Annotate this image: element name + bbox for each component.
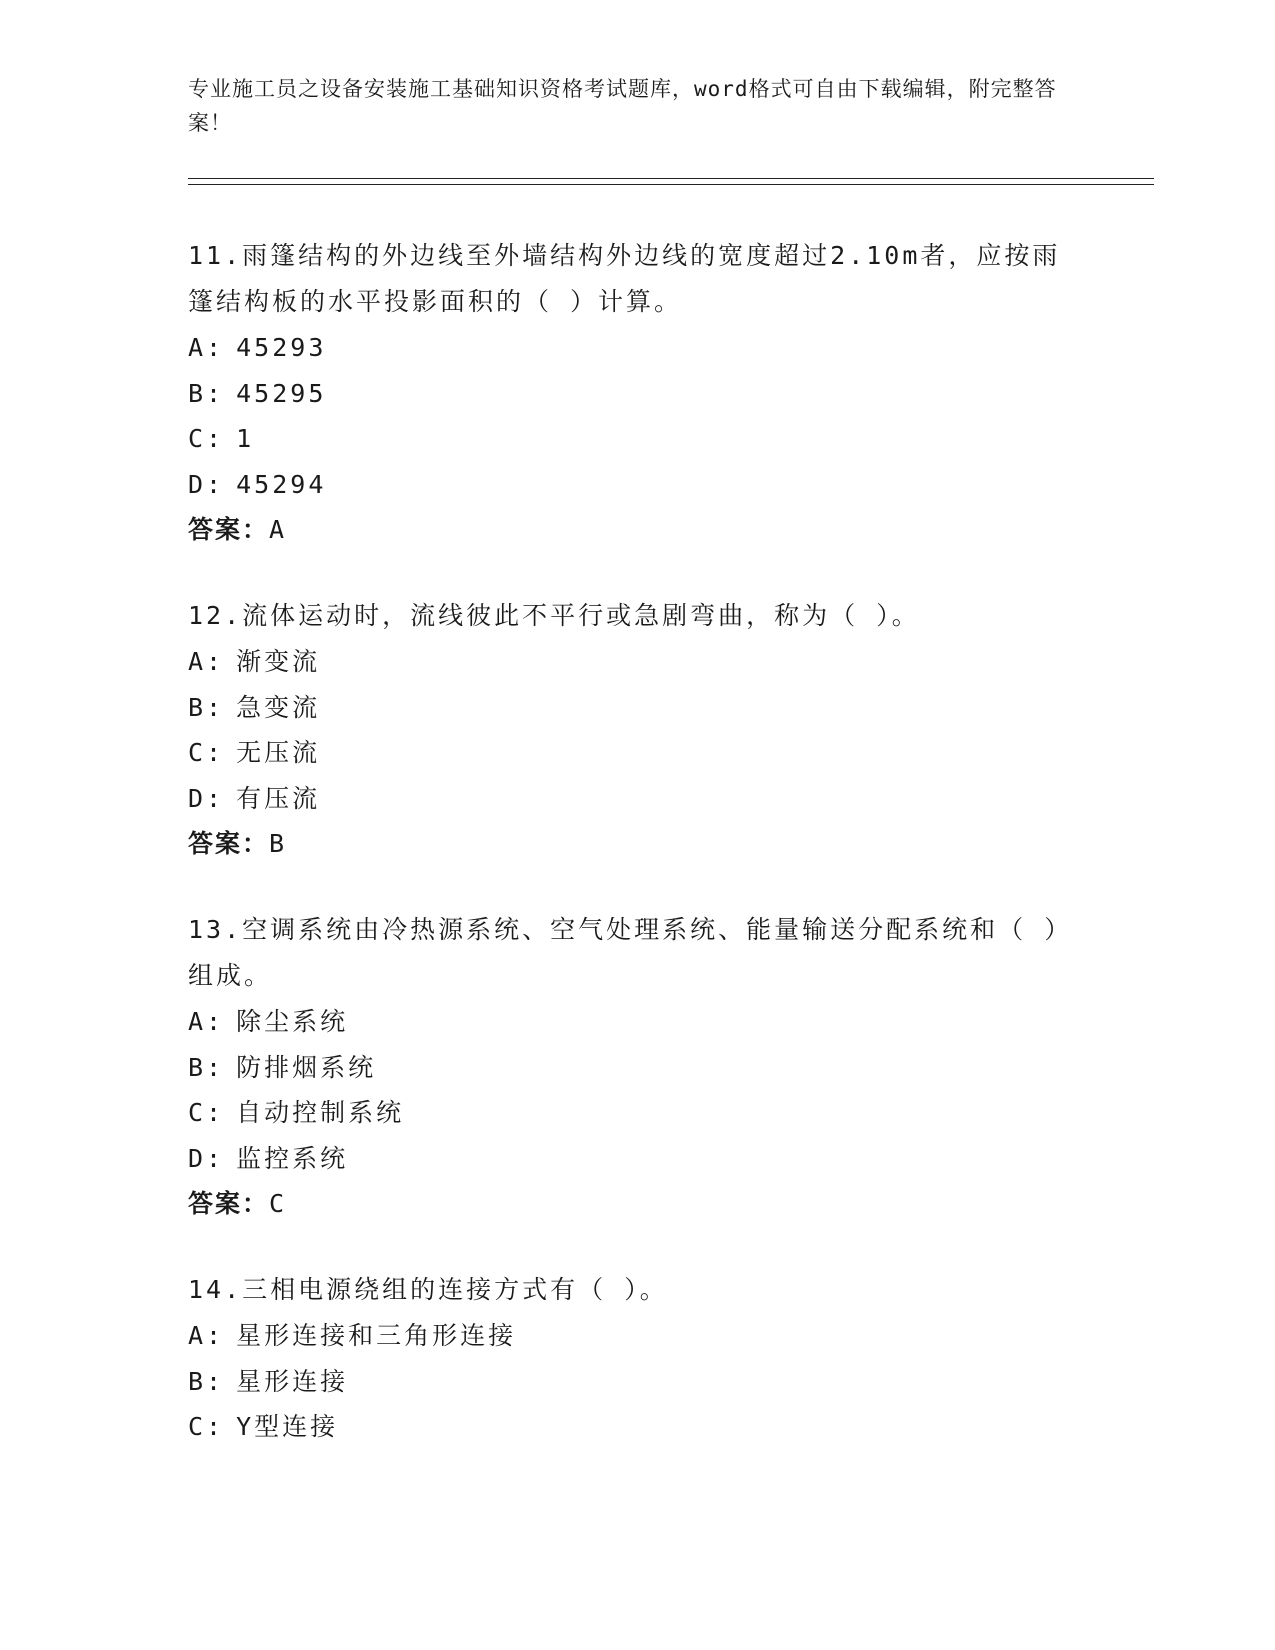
question-13	[188, 907, 1088, 1227]
option-text: 自动控制系统	[236, 1098, 405, 1127]
option-text: 45295	[236, 378, 327, 408]
option-b	[188, 1045, 1088, 1091]
answer-line	[188, 507, 1088, 553]
option-text: 星形连接	[236, 1366, 349, 1396]
option-letter: C:	[188, 424, 225, 453]
option-a	[188, 325, 1088, 371]
option-letter: C:	[188, 1098, 225, 1127]
answer-value: C	[269, 1189, 287, 1218]
answer-line	[188, 1181, 1088, 1227]
option-letter: D:	[188, 469, 225, 499]
option-letter: B:	[188, 378, 225, 408]
option-letter: C:	[188, 738, 225, 767]
header-rule-bottom	[188, 184, 1154, 185]
option-letter: A:	[188, 333, 225, 362]
option-text: 45293	[236, 333, 327, 362]
question-12	[188, 593, 1088, 867]
header-rule-top	[188, 178, 1154, 179]
option-letter: D:	[188, 783, 225, 813]
question-11	[188, 233, 1088, 553]
option-letter: B:	[188, 1052, 225, 1082]
question-stem: 11.雨篷结构的外边线至外墙结构外边线的宽度超过2.10m者，应按雨篷结构板的水平投影面积的（ ）计算。	[188, 241, 1061, 316]
option-a	[188, 999, 1088, 1045]
option-letter: C:	[188, 1412, 225, 1441]
option-letter: B:	[188, 1366, 225, 1396]
option-text: 星形连接和三角形连接	[236, 1321, 517, 1350]
answer-label: 答案：	[188, 515, 270, 544]
option-c	[188, 416, 1088, 462]
option-c	[188, 1090, 1088, 1136]
option-c	[188, 1404, 1088, 1450]
answer-label: 答案：	[188, 829, 270, 858]
option-b	[188, 371, 1088, 417]
option-text: 监控系统	[236, 1143, 349, 1173]
question-stem: 12.流体运动时，流线彼此不平行或急剧弯曲，称为（ ）。	[188, 601, 920, 630]
question-14	[188, 1267, 1088, 1450]
option-b	[188, 1359, 1088, 1405]
answer-label: 答案：	[188, 1189, 270, 1218]
option-letter: A:	[188, 647, 225, 676]
question-stem: 14.三相电源绕组的连接方式有（ ）。	[188, 1275, 668, 1304]
option-b	[188, 685, 1088, 731]
option-a	[188, 1313, 1088, 1359]
answer-value: A	[269, 515, 287, 544]
option-letter: A:	[188, 1007, 225, 1036]
answer-line	[188, 821, 1088, 867]
option-text: 有压流	[236, 783, 321, 813]
option-d	[188, 776, 1088, 822]
option-d	[188, 462, 1088, 508]
document-header	[188, 72, 1088, 140]
question-stem: 13.空调系统由冷热源系统、空气处理系统、能量输送分配系统和（ ）组成。	[188, 915, 1073, 990]
option-c	[188, 730, 1088, 776]
option-text: 1	[236, 424, 255, 453]
option-text: 除尘系统	[236, 1007, 349, 1036]
option-text: 渐变流	[236, 647, 321, 676]
option-letter: D:	[188, 1143, 225, 1173]
option-letter: A:	[188, 1321, 225, 1350]
option-letter: B:	[188, 692, 225, 722]
option-a	[188, 639, 1088, 685]
option-text: 防排烟系统	[236, 1052, 377, 1082]
option-text: 无压流	[236, 738, 321, 767]
option-text: 45294	[236, 469, 327, 499]
option-text: 急变流	[236, 692, 321, 722]
option-d	[188, 1136, 1088, 1182]
answer-value: B	[269, 829, 287, 858]
option-text: Y型连接	[236, 1412, 339, 1441]
header-title: 专业施工员之设备安装施工基础知识资格考试题库，word格式可自由下载编辑，附完整答案！	[188, 77, 1057, 135]
question-list	[188, 233, 1088, 1490]
